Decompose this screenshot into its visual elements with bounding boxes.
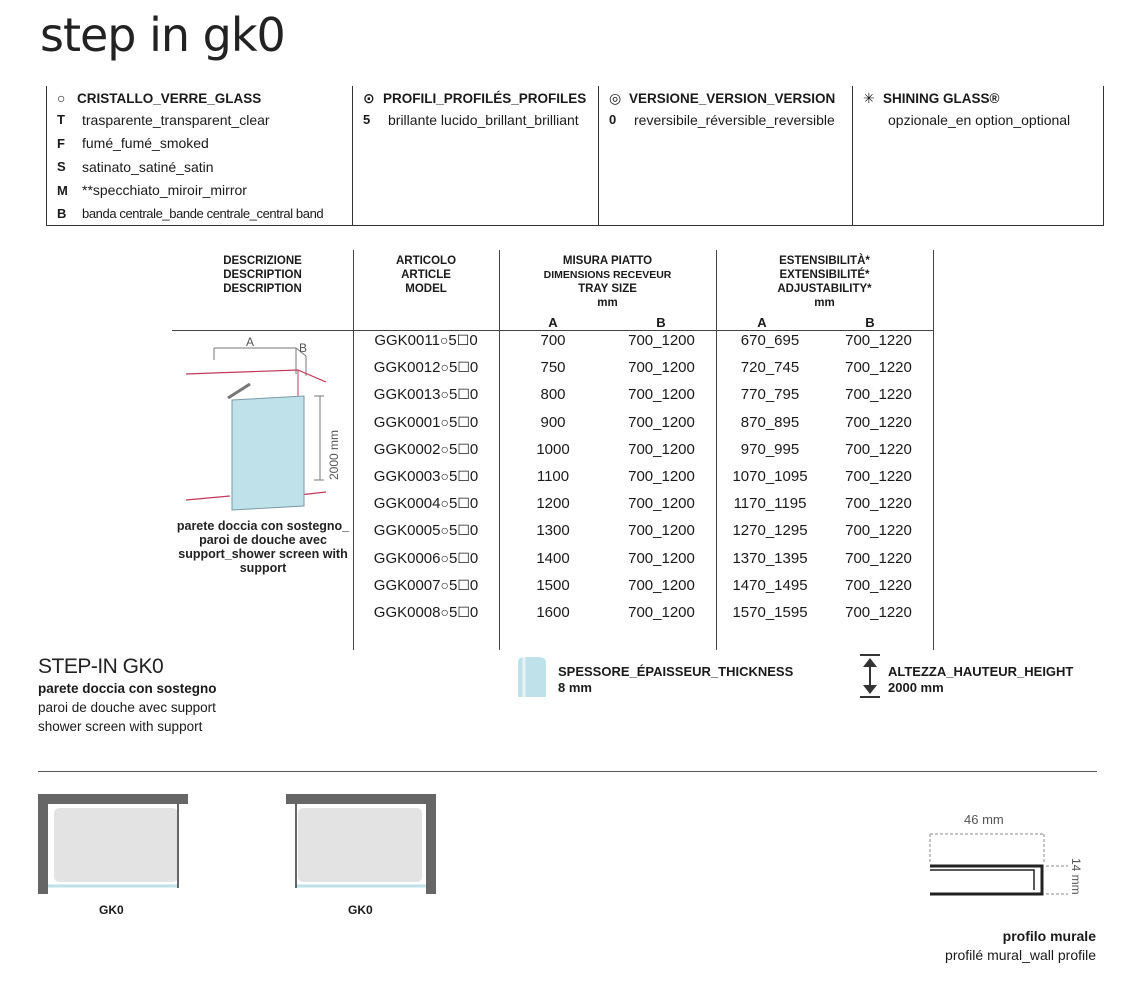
header-tray: MISURA PIATTO DIMENSIONS RECEVEUR TRAY SIZE mm bbox=[543, 255, 672, 309]
table-header-rule bbox=[172, 330, 934, 331]
plan-view-2 bbox=[286, 794, 438, 898]
circle-icon: ○ bbox=[440, 413, 449, 430]
cell-tray-a: 1400 bbox=[536, 549, 570, 567]
cell-tray-b: 700_1200 bbox=[628, 468, 695, 485]
cell-ext-b: 700_1220 bbox=[845, 386, 912, 404]
circle-icon: ○ bbox=[440, 604, 449, 620]
article-code: GGK0004○5☐0 bbox=[373, 495, 479, 513]
cell-tray-a: 1600 bbox=[536, 604, 570, 621]
thickness-label: SPESSORE_ÉPAISSEUR_THICKNESS bbox=[558, 664, 794, 679]
plan-label: GK0 bbox=[348, 903, 373, 917]
cell-tray-a: 1000 bbox=[536, 440, 570, 458]
cell-tray-b: 700_1200 bbox=[628, 604, 695, 621]
cell-tray-b: 700_1200 bbox=[628, 549, 695, 567]
legend-shining-header: SHINING GLASS® bbox=[883, 90, 1000, 106]
legend-item: 5 brillante lucido_brillant_brilliant bbox=[363, 111, 579, 128]
section-divider bbox=[38, 771, 1097, 772]
cell-ext-a: 970_995 bbox=[740, 440, 800, 458]
col-b-label: B bbox=[656, 315, 666, 330]
product-line: parete doccia con sostegno bbox=[38, 681, 217, 696]
square-icon: ☐ bbox=[457, 522, 470, 539]
article-code: GGK0006○5☐0 bbox=[373, 549, 479, 567]
table-row bbox=[172, 604, 934, 631]
cell-tray-a: 1300 bbox=[536, 522, 570, 540]
cell-tray-b: 700_1200 bbox=[628, 495, 695, 513]
legend-item: T trasparente_transparent_clear bbox=[57, 111, 270, 128]
square-icon: ☐ bbox=[457, 549, 470, 566]
cell-ext-b: 700_1220 bbox=[845, 549, 912, 567]
cell-ext-a: 1170_1195 bbox=[733, 495, 807, 513]
wall-profile-drawing bbox=[918, 808, 1098, 908]
circle-icon: ○ bbox=[440, 522, 449, 539]
product-name: STEP-IN GK0 bbox=[38, 655, 164, 678]
thickness-value: 8 mm bbox=[558, 680, 592, 695]
cell-ext-a: 1470_1495 bbox=[732, 576, 808, 594]
cell-tray-a: 700 bbox=[540, 332, 566, 349]
cell-ext-b: 700_1220 bbox=[845, 604, 912, 621]
cell-tray-a: 900 bbox=[540, 413, 566, 431]
square-icon: ☐ bbox=[457, 468, 470, 484]
cell-ext-b: 700_1220 bbox=[845, 495, 912, 513]
product-line: shower screen with support bbox=[38, 719, 203, 734]
glass-thickness-icon bbox=[514, 655, 550, 699]
legend-item: F fumé_fumé_smoked bbox=[57, 135, 209, 152]
product-line: paroi de douche avec support bbox=[38, 700, 216, 715]
height-label: ALTEZZA_HAUTEUR_HEIGHT bbox=[888, 664, 1074, 679]
circle-icon: ○ bbox=[440, 359, 449, 376]
cell-tray-a: 750 bbox=[540, 359, 566, 377]
header-description: DESCRIZIONE DESCRIPTION DESCRIPTION bbox=[223, 255, 302, 295]
article-code: GGK0012○5☐0 bbox=[373, 359, 479, 377]
cell-ext-b: 700_1220 bbox=[845, 359, 912, 377]
double-circle-icon: ◎ bbox=[609, 89, 622, 106]
cell-ext-a: 770_795 bbox=[740, 386, 800, 404]
circle-icon: ○ bbox=[440, 549, 449, 566]
thickness-spec bbox=[514, 655, 794, 704]
header-article: ARTICOLO ARTICLE MODEL bbox=[395, 255, 457, 295]
legend-version bbox=[598, 86, 852, 225]
plan-view-1 bbox=[38, 794, 190, 898]
legend-glass bbox=[47, 86, 352, 225]
height-value: 2000 mm bbox=[888, 680, 944, 695]
floor-line bbox=[186, 496, 230, 500]
cell-ext-a: 1070_1095 bbox=[732, 468, 808, 485]
cell-ext-a: 1570_1595 bbox=[732, 604, 808, 621]
square-icon: ☐ bbox=[457, 495, 470, 512]
cell-tray-b: 700_1200 bbox=[628, 413, 695, 431]
circle-icon: ○ bbox=[440, 576, 449, 593]
cell-ext-a: 1370_1395 bbox=[732, 549, 808, 567]
article-code: GGK0008○5☐0 bbox=[373, 604, 479, 621]
legend-profiles-header: PROFILI_PROFILÉS_PROFILES bbox=[383, 90, 587, 106]
circle-icon: ○ bbox=[440, 468, 449, 484]
cell-ext-b: 700_1220 bbox=[845, 522, 912, 540]
wall-line bbox=[298, 370, 326, 382]
cell-tray-a: 1200 bbox=[536, 495, 570, 513]
square-icon: ☐ bbox=[457, 440, 470, 457]
height-spec bbox=[858, 653, 1074, 704]
article-code: GGK0005○5☐0 bbox=[373, 522, 479, 540]
article-code: GGK0013○5☐0 bbox=[373, 386, 479, 404]
cell-ext-a: 720_745 bbox=[740, 359, 800, 377]
legend-profiles bbox=[352, 86, 598, 225]
cell-ext-b: 700_1220 bbox=[845, 413, 912, 431]
article-code: GGK0011○5☐0 bbox=[374, 332, 478, 349]
col-a-label: A bbox=[548, 315, 558, 330]
dot-circle-icon: ⊙ bbox=[363, 89, 375, 106]
article-code: GGK0007○5☐0 bbox=[373, 576, 479, 594]
cell-tray-b: 700_1200 bbox=[628, 440, 695, 458]
cell-tray-b: 700_1200 bbox=[628, 332, 695, 349]
product-info bbox=[38, 655, 217, 734]
plan-label: GK0 bbox=[99, 903, 124, 917]
cell-tray-b: 700_1200 bbox=[628, 576, 695, 594]
legend-box bbox=[46, 86, 1104, 226]
article-code: GGK0003○5☐0 bbox=[373, 468, 479, 485]
support-bar bbox=[228, 384, 250, 398]
legend-item: B banda centrale_bande centrale_central band bbox=[57, 206, 324, 222]
cell-ext-b: 700_1220 bbox=[845, 440, 912, 458]
table-row bbox=[172, 577, 934, 604]
cell-tray-b: 700_1200 bbox=[628, 522, 695, 540]
label-a: A bbox=[246, 335, 255, 349]
cell-tray-b: 700_1200 bbox=[628, 386, 695, 404]
circle-icon: ○ bbox=[57, 90, 66, 106]
cell-ext-b: 700_1220 bbox=[845, 576, 912, 594]
label-b: B bbox=[299, 341, 308, 355]
circle-icon: ○ bbox=[440, 386, 449, 403]
legend-item: S satinato_satiné_satin bbox=[57, 158, 214, 175]
square-icon: ☐ bbox=[457, 386, 470, 403]
profile-height-label: 14 mm bbox=[1069, 858, 1083, 895]
height-arrows-icon bbox=[858, 653, 882, 699]
drawing-caption: parete doccia con sostegno_ paroi de douche avec support_shower screen with support bbox=[176, 519, 350, 575]
article-code: GGK0001○5☐0 bbox=[373, 413, 479, 431]
legend-item: M **specchiato_miroir_mirror bbox=[57, 182, 247, 199]
glass-panel bbox=[232, 396, 304, 510]
article-code: GGK0002○5☐0 bbox=[373, 440, 479, 458]
legend-shining bbox=[852, 86, 1103, 225]
profile-caption: profilo murale profilé mural_wall profile bbox=[945, 928, 1096, 963]
cell-ext-a: 670_695 bbox=[740, 332, 800, 349]
header-extensibility: ESTENSIBILITÀ* EXTENSIBILITÉ* ADJUSTABILITY* mm bbox=[777, 255, 872, 309]
legend-glass-header: CRISTALLO_VERRE_GLASS bbox=[77, 90, 262, 106]
cell-ext-b: 700_1220 bbox=[845, 468, 912, 485]
cell-ext-b: 700_1220 bbox=[845, 332, 912, 349]
cell-tray-a: 1500 bbox=[536, 576, 570, 594]
square-icon: ☐ bbox=[456, 332, 470, 348]
wall-line bbox=[186, 370, 298, 374]
asterisk-icon: ✳ bbox=[863, 89, 875, 106]
legend-item: opzionale_en option_optional bbox=[888, 111, 1071, 128]
cell-tray-a: 1100 bbox=[536, 468, 570, 485]
circle-icon: ○ bbox=[439, 332, 449, 348]
square-icon: ☐ bbox=[457, 413, 470, 430]
circle-icon: ○ bbox=[440, 495, 449, 512]
legend-version-header: VERSIONE_VERSION_VERSION bbox=[629, 90, 836, 106]
square-icon: ☐ bbox=[457, 576, 470, 593]
page-title: step in gk0 bbox=[40, 8, 285, 62]
profile-width-label: 46 mm bbox=[964, 812, 1004, 827]
square-icon: ☐ bbox=[457, 604, 470, 620]
cell-tray-a: 800 bbox=[540, 386, 566, 404]
cell-ext-a: 1270_1295 bbox=[732, 522, 808, 540]
cell-tray-b: 700_1200 bbox=[628, 359, 695, 377]
shower-drawing bbox=[172, 334, 354, 514]
col-a-label: A bbox=[757, 315, 767, 330]
col-b-label: B bbox=[865, 315, 875, 330]
height-label: 2000 mm bbox=[327, 429, 341, 480]
square-icon: ☐ bbox=[457, 359, 470, 376]
legend-item: 0 reversibile_réversible_reversible bbox=[609, 111, 835, 128]
cell-ext-a: 870_895 bbox=[740, 413, 800, 431]
circle-icon: ○ bbox=[440, 440, 449, 457]
